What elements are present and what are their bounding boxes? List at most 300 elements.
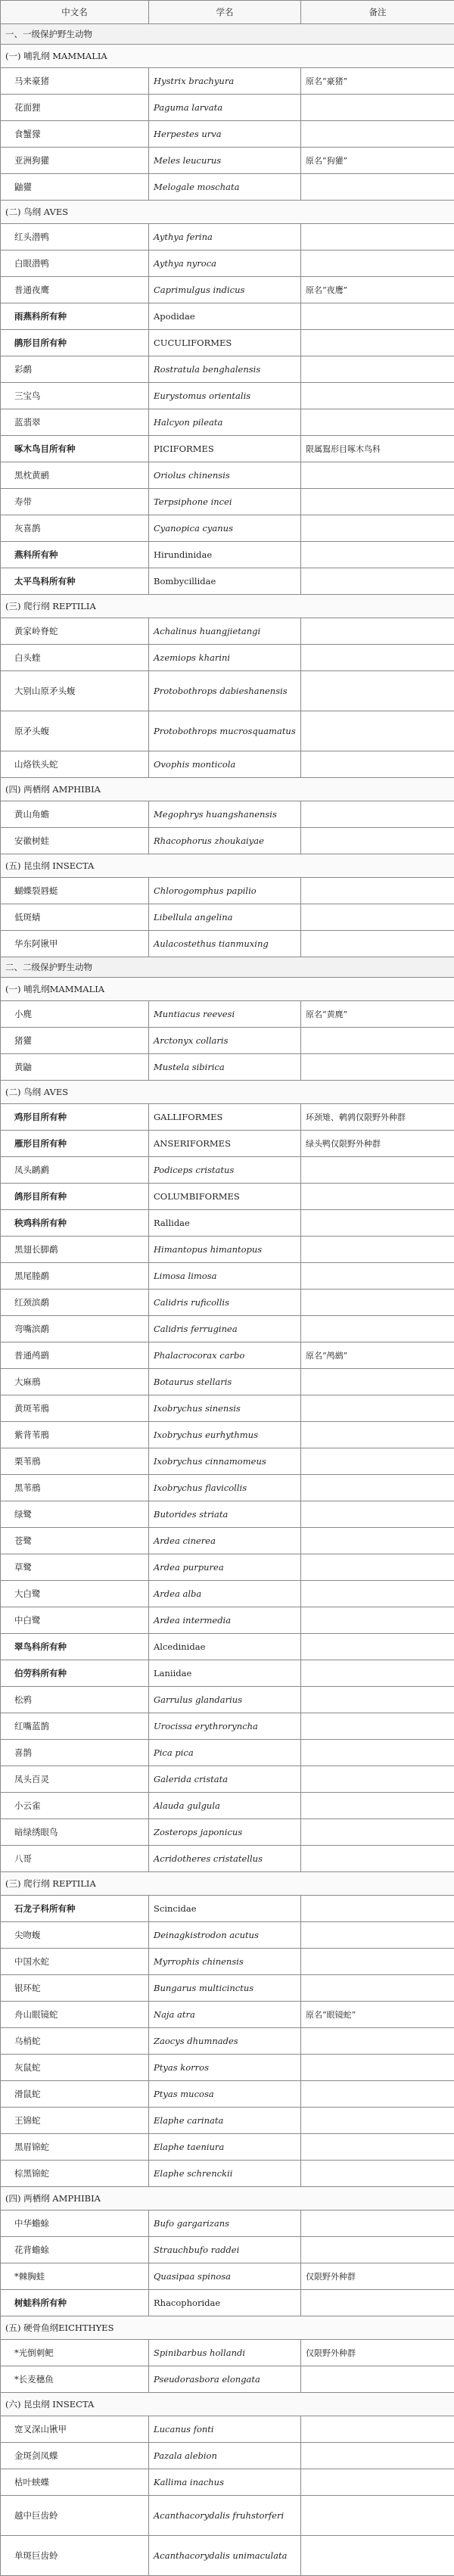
table-row (1, 1263, 454, 1290)
scientific-name-cell: Calidris ruficollis (149, 1290, 301, 1316)
table-row (1, 1922, 454, 1949)
table-row (1, 2161, 454, 2187)
note-cell (301, 801, 454, 828)
table-row (1, 1448, 454, 1475)
scientific-name-cell: Butorides striata (149, 1501, 301, 1528)
scientific-name-cell: Ptyas mucosa (149, 2081, 301, 2108)
chinese-name-cell: 黄鼬 (1, 1054, 149, 1081)
chinese-name-cell: 草鹭 (1, 1554, 149, 1581)
chinese-name-cell: 银环蛇 (1, 1975, 149, 2002)
note-cell (301, 303, 454, 330)
note-cell (301, 2055, 454, 2081)
table-row (1, 1687, 454, 1713)
table-row (1, 2210, 454, 2237)
scientific-name-cell: GALLIFORMES (149, 1104, 301, 1131)
note-cell (301, 904, 454, 931)
class-row (1, 1081, 454, 1104)
table-row (1, 1607, 454, 1634)
scientific-name-cell: Elaphe schrenckii (149, 2161, 301, 2187)
scientific-name-cell: Rhacophorus zhoukaiyae (149, 828, 301, 854)
note-cell (301, 2536, 454, 2576)
note-cell (301, 1607, 454, 1634)
chinese-name-cell: 小云雀 (1, 1793, 149, 1819)
note-cell (301, 878, 454, 904)
scientific-name-cell: Ardea alba (149, 1581, 301, 1607)
chinese-name-cell: 栗苇鳽 (1, 1448, 149, 1475)
scientific-name-cell: Libellula angelina (149, 904, 301, 931)
chinese-name-cell: 蝴蝶裂唇蜓 (1, 878, 149, 904)
chinese-name-cell: 大别山原矛头蝮 (1, 671, 149, 711)
class-title: (二) 鸟纲 AVES (1, 1081, 454, 1104)
scientific-name-cell: Garrulus glandarius (149, 1687, 301, 1713)
table-row (1, 1793, 454, 1819)
note-cell (301, 618, 454, 645)
table-row (1, 383, 454, 409)
class-title: (一) 哺乳纲 MAMMALIA (1, 45, 454, 68)
scientific-name-cell: Urocissa erythroryncha (149, 1713, 301, 1740)
note-cell (301, 2469, 454, 2496)
table-row (1, 303, 454, 330)
table-row (1, 1290, 454, 1316)
chinese-name-cell: 石龙子科所有种 (1, 1896, 149, 1922)
scientific-name-cell: Zaocys dhumnades (149, 2028, 301, 2055)
table-row (1, 2290, 454, 2316)
table-row (1, 2002, 454, 2028)
scientific-name-cell: Ardea intermedia (149, 1607, 301, 1634)
class-title: (五) 昆虫纲 INSECTA (1, 854, 454, 878)
table-row (1, 568, 454, 595)
scientific-name-cell: Bufo gargarizans (149, 2210, 301, 2237)
table-row (1, 356, 454, 383)
note-cell (301, 2108, 454, 2134)
table-row (1, 2263, 454, 2290)
note-cell (301, 2161, 454, 2187)
note-cell (301, 568, 454, 595)
note-cell (301, 174, 454, 201)
table-row (1, 409, 454, 436)
note-cell (301, 462, 454, 489)
chinese-name-cell: 太平鸟科所有种 (1, 568, 149, 595)
table-row (1, 931, 454, 957)
table-row (1, 250, 454, 277)
scientific-name-cell: Alauda gulgula (149, 1793, 301, 1819)
note-cell (301, 931, 454, 957)
note-cell (301, 1793, 454, 1819)
chinese-name-cell: 灰喜鹊 (1, 515, 149, 542)
class-row (1, 778, 454, 801)
note-cell (301, 2210, 454, 2237)
scientific-name-cell: Ardea cinerea (149, 1528, 301, 1554)
note-cell (301, 711, 454, 751)
note-cell (301, 356, 454, 383)
chinese-name-cell: 黑尾塍鹬 (1, 1263, 149, 1290)
scientific-name-cell: PICIFORMES (149, 436, 301, 462)
scientific-name-cell: Pazala alebion (149, 2443, 301, 2469)
table-row (1, 1184, 454, 1210)
note-cell (301, 1028, 454, 1054)
note-cell (301, 1210, 454, 1237)
table-row (1, 1713, 454, 1740)
scientific-name-cell: Arctonyx collaris (149, 1028, 301, 1054)
table-row (1, 2536, 454, 2576)
scientific-name-cell: Meles leucurus (149, 148, 301, 174)
scientific-name-cell: Pica pica (149, 1740, 301, 1766)
table-row (1, 1131, 454, 1157)
class-row (1, 201, 454, 224)
chinese-name-cell: 八哥 (1, 1846, 149, 1872)
table-row (1, 1316, 454, 1342)
scientific-name-cell: Apodidae (149, 303, 301, 330)
scientific-name-cell: Zosterops japonicus (149, 1819, 301, 1846)
table-row (1, 618, 454, 645)
table-row (1, 1660, 454, 1687)
note-cell: 仅限野外种群 (301, 2340, 454, 2366)
class-title: (六) 昆虫纲 INSECTA (1, 2393, 454, 2416)
note-cell (301, 1819, 454, 1846)
chinese-name-cell: 鼬獾 (1, 174, 149, 201)
note-cell (301, 542, 454, 568)
scientific-name-cell: Hystrix brachyura (149, 68, 301, 95)
chinese-name-cell: 秧鸡科所有种 (1, 1210, 149, 1237)
scientific-name-cell: Acanthacorydalis fruhstorferi (149, 2496, 301, 2536)
chinese-name-cell: 鹃形目所有种 (1, 330, 149, 356)
scientific-name-cell: Terpsiphone incei (149, 489, 301, 515)
chinese-name-cell: 红颈滨鹬 (1, 1290, 149, 1316)
scientific-name-cell: Acanthacorydalis unimaculata (149, 2536, 301, 2576)
chinese-name-cell: 鸽形目所有种 (1, 1184, 149, 1210)
class-title: (四) 两栖纲 AMPHIBIA (1, 778, 454, 801)
table-row (1, 1740, 454, 1766)
table-row (1, 1369, 454, 1395)
class-title: (五) 硬骨鱼纲EICHTHYES (1, 2316, 454, 2340)
note-cell (301, 2416, 454, 2443)
note-cell: 原名“鸬鹚” (301, 1342, 454, 1369)
chinese-name-cell: 尖吻蝮 (1, 1922, 149, 1949)
table-row (1, 1896, 454, 1922)
chinese-name-cell: 花面狸 (1, 95, 149, 121)
note-cell (301, 489, 454, 515)
scientific-name-cell: Herpestes urva (149, 121, 301, 148)
table-row (1, 2055, 454, 2081)
table-row (1, 1395, 454, 1422)
table-row (1, 1634, 454, 1660)
table-row (1, 1342, 454, 1369)
note-cell: 限属鴷形目啄木鸟科 (301, 436, 454, 462)
table-body (1, 24, 454, 2576)
note-cell (301, 1922, 454, 1949)
scientific-name-cell: Paguma larvata (149, 95, 301, 121)
table-row (1, 1819, 454, 1846)
scientific-name-cell: Podiceps cristatus (149, 1157, 301, 1184)
scientific-name-cell: Chlorogomphus papilio (149, 878, 301, 904)
chinese-name-cell: 单斑巨齿蛉 (1, 2536, 149, 2576)
table-row (1, 542, 454, 568)
table-row (1, 1528, 454, 1554)
table-row (1, 645, 454, 671)
table-row (1, 1104, 454, 1131)
chinese-name-cell: 小麂 (1, 1001, 149, 1028)
scientific-name-cell: Calidris ferruginea (149, 1316, 301, 1342)
scientific-name-cell: COLUMBIFORMES (149, 1184, 301, 1210)
chinese-name-cell: 弯嘴滨鹬 (1, 1316, 149, 1342)
chinese-name-cell: *棘胸蛙 (1, 2263, 149, 2290)
chinese-name-cell: 黑翅长脚鹬 (1, 1237, 149, 1263)
chinese-name-cell: 山烙铁头蛇 (1, 751, 149, 778)
scientific-name-cell: Cyanopica cyanus (149, 515, 301, 542)
chinese-name-cell: 低斑蜻 (1, 904, 149, 931)
note-cell (301, 1448, 454, 1475)
note-cell (301, 383, 454, 409)
note-cell (301, 751, 454, 778)
note-cell (301, 1316, 454, 1342)
scientific-name-cell: Protobothrops dabieshanensis (149, 671, 301, 711)
table-row (1, 1422, 454, 1448)
scientific-name-cell: Megophrys huangshanensis (149, 801, 301, 828)
scientific-name-cell: Limosa limosa (149, 1263, 301, 1290)
scientific-name-cell: Rallidae (149, 1210, 301, 1237)
scientific-name-cell: CUCULIFORMES (149, 330, 301, 356)
note-cell (301, 1740, 454, 1766)
chinese-name-cell: 食蟹獴 (1, 121, 149, 148)
note-cell (301, 2290, 454, 2316)
table-row (1, 671, 454, 711)
table-row (1, 224, 454, 250)
table-row (1, 462, 454, 489)
note-cell: 仅限野外种群 (301, 2263, 454, 2290)
class-title: (二) 鸟纲 AVES (1, 201, 454, 224)
note-cell (301, 2237, 454, 2263)
scientific-name-cell: Phalacrocorax carbo (149, 1342, 301, 1369)
chinese-name-cell: 大麻鳽 (1, 1369, 149, 1395)
chinese-name-cell: 白头蝰 (1, 645, 149, 671)
table-row (1, 1028, 454, 1054)
table-row (1, 711, 454, 751)
chinese-name-cell: 紫背苇鳽 (1, 1422, 149, 1448)
chinese-name-cell: 燕科所有种 (1, 542, 149, 568)
scientific-name-cell: Halcyon pileata (149, 409, 301, 436)
chinese-name-cell: 中国水蛇 (1, 1949, 149, 1975)
table-row (1, 751, 454, 778)
note-cell (301, 1184, 454, 1210)
scientific-name-cell: Myrrophis chinensis (149, 1949, 301, 1975)
section-row (1, 957, 454, 978)
note-cell (301, 330, 454, 356)
note-cell (301, 2366, 454, 2393)
chinese-name-cell: 滑鼠蛇 (1, 2081, 149, 2108)
header-chinese-name: 中文名 (1, 1, 149, 24)
note-cell (301, 1713, 454, 1740)
note-cell (301, 409, 454, 436)
class-title: (三) 爬行纲 REPTILIA (1, 595, 454, 618)
chinese-name-cell: 黑眉锦蛇 (1, 2134, 149, 2161)
scientific-name-cell: Ixobrychus eurhythmus (149, 1422, 301, 1448)
note-cell (301, 645, 454, 671)
scientific-name-cell: Elaphe carinata (149, 2108, 301, 2134)
scientific-name-cell: Bombycillidae (149, 568, 301, 595)
table-row (1, 121, 454, 148)
note-cell (301, 121, 454, 148)
chinese-name-cell: 喜鹊 (1, 1740, 149, 1766)
note-cell (301, 1687, 454, 1713)
note-cell (301, 1369, 454, 1395)
chinese-name-cell: 凤头䴙䴘 (1, 1157, 149, 1184)
class-title: (三) 爬行纲 REPTILIA (1, 1872, 454, 1896)
chinese-name-cell: 红嘴蓝鹊 (1, 1713, 149, 1740)
table-row (1, 1237, 454, 1263)
scientific-name-cell: Aythya nyroca (149, 250, 301, 277)
table-row (1, 2469, 454, 2496)
table-row (1, 489, 454, 515)
table-row (1, 174, 454, 201)
class-row (1, 595, 454, 618)
note-cell: 环颈雉、鹌鹑仅限野外种群 (301, 1104, 454, 1131)
note-cell (301, 515, 454, 542)
chinese-name-cell: 鸡形目所有种 (1, 1104, 149, 1131)
scientific-name-cell: Laniidae (149, 1660, 301, 1687)
chinese-name-cell: 安徽树蛙 (1, 828, 149, 854)
note-cell (301, 1475, 454, 1501)
note-cell (301, 2134, 454, 2161)
scientific-name-cell: Ixobrychus flavicollis (149, 1475, 301, 1501)
chinese-name-cell: 灰鼠蛇 (1, 2055, 149, 2081)
chinese-name-cell: 舟山眼镜蛇 (1, 2002, 149, 2028)
table-row (1, 801, 454, 828)
chinese-name-cell: 黑枕黄鹂 (1, 462, 149, 489)
scientific-name-cell: Naja atra (149, 2002, 301, 2028)
table-row (1, 1975, 454, 2002)
section-row (1, 24, 454, 45)
chinese-name-cell: 花背蟾蜍 (1, 2237, 149, 2263)
table-row (1, 1054, 454, 1081)
chinese-name-cell: 原矛头蝮 (1, 711, 149, 751)
scientific-name-cell: Protobothrops mucrosquamatus (149, 711, 301, 751)
table-header-row (1, 1, 454, 24)
note-cell (301, 1395, 454, 1422)
chinese-name-cell: 越中巨齿蛉 (1, 2496, 149, 2536)
chinese-name-cell: *光倒刺鲃 (1, 2340, 149, 2366)
chinese-name-cell: 雨燕科所有种 (1, 303, 149, 330)
table-row (1, 2028, 454, 2055)
table-row (1, 1001, 454, 1028)
chinese-name-cell: 啄木鸟目所有种 (1, 436, 149, 462)
note-cell (301, 95, 454, 121)
note-cell: 原名“狗獾” (301, 148, 454, 174)
chinese-name-cell: 金斑剑凤蝶 (1, 2443, 149, 2469)
class-row (1, 2187, 454, 2210)
scientific-name-cell: Rostratula benghalensis (149, 356, 301, 383)
note-cell: 原名“黄麂” (301, 1001, 454, 1028)
note-cell (301, 1501, 454, 1528)
note-cell (301, 2081, 454, 2108)
chinese-name-cell: 树蛙科所有种 (1, 2290, 149, 2316)
table-row (1, 2340, 454, 2366)
table-row (1, 1554, 454, 1581)
chinese-name-cell: 枯叶蛱蝶 (1, 2469, 149, 2496)
scientific-name-cell: Lucanus fonti (149, 2416, 301, 2443)
scientific-name-cell: Azemiops kharini (149, 645, 301, 671)
chinese-name-cell: 凤头百灵 (1, 1766, 149, 1793)
chinese-name-cell: 暗绿绣眼鸟 (1, 1819, 149, 1846)
chinese-name-cell: 马来豪猪 (1, 68, 149, 95)
table-row (1, 148, 454, 174)
scientific-name-cell: Quasipaa spinosa (149, 2263, 301, 2290)
scientific-name-cell: Achalinus huangjietangi (149, 618, 301, 645)
scientific-name-cell: Elaphe taeniura (149, 2134, 301, 2161)
table-row (1, 1766, 454, 1793)
chinese-name-cell: 松鸦 (1, 1687, 149, 1713)
note-cell: 绿头鸭仅限野外种群 (301, 1131, 454, 1157)
note-cell (301, 2028, 454, 2055)
note-cell (301, 2443, 454, 2469)
chinese-name-cell: 翠鸟科所有种 (1, 1634, 149, 1660)
scientific-name-cell: Strauchbufo raddei (149, 2237, 301, 2263)
table-row (1, 515, 454, 542)
chinese-name-cell: 王锦蛇 (1, 2108, 149, 2134)
note-cell (301, 671, 454, 711)
header-scientific-name: 学名 (149, 1, 301, 24)
class-row (1, 2316, 454, 2340)
chinese-name-cell: 乌梢蛇 (1, 2028, 149, 2055)
section-title: 一、一级保护野生动物 (1, 24, 454, 45)
chinese-name-cell: 伯劳科所有种 (1, 1660, 149, 1687)
chinese-name-cell: 寿带 (1, 489, 149, 515)
table-row (1, 2416, 454, 2443)
chinese-name-cell: 猪獾 (1, 1028, 149, 1054)
note-cell (301, 2496, 454, 2536)
table-row (1, 1157, 454, 1184)
table-row (1, 2496, 454, 2536)
header-note: 备注 (301, 1, 454, 24)
scientific-name-cell: Pseudorasbora elongata (149, 2366, 301, 2393)
note-cell: 原名“夜鹰” (301, 277, 454, 303)
chinese-name-cell: 大白鹭 (1, 1581, 149, 1607)
chinese-name-cell: 蓝翡翠 (1, 409, 149, 436)
table-row (1, 1475, 454, 1501)
chinese-name-cell: 绿鹭 (1, 1501, 149, 1528)
table-row (1, 277, 454, 303)
chinese-name-cell: 中白鹭 (1, 1607, 149, 1634)
scientific-name-cell: Spinibarbus hollandi (149, 2340, 301, 2366)
note-cell (301, 1263, 454, 1290)
section-title: 二、二级保护野生动物 (1, 957, 454, 978)
chinese-name-cell: 彩鹬 (1, 356, 149, 383)
chinese-name-cell: 红头潜鸭 (1, 224, 149, 250)
note-cell (301, 1581, 454, 1607)
chinese-name-cell: 雁形目所有种 (1, 1131, 149, 1157)
scientific-name-cell: Oriolus chinensis (149, 462, 301, 489)
chinese-name-cell: 宽叉深山锹甲 (1, 2416, 149, 2443)
scientific-name-cell: Acridotheres cristatellus (149, 1846, 301, 1872)
chinese-name-cell: 华东阿锹甲 (1, 931, 149, 957)
chinese-name-cell: 三宝鸟 (1, 383, 149, 409)
scientific-name-cell: Aulacostethus tianmuxing (149, 931, 301, 957)
scientific-name-cell: Mustela sibirica (149, 1054, 301, 1081)
chinese-name-cell: 黑苇鳽 (1, 1475, 149, 1501)
scientific-name-cell: Deinagkistrodon acutus (149, 1922, 301, 1949)
note-cell (301, 1422, 454, 1448)
scientific-name-cell: Ardea purpurea (149, 1554, 301, 1581)
table-row (1, 878, 454, 904)
chinese-name-cell: 黄山角蟾 (1, 801, 149, 828)
note-cell (301, 1237, 454, 1263)
note-cell (301, 1846, 454, 1872)
chinese-name-cell: *长麦穗鱼 (1, 2366, 149, 2393)
scientific-name-cell: Kallima inachus (149, 2469, 301, 2496)
scientific-name-cell: Bungarus multicinctus (149, 1975, 301, 2002)
table-row (1, 1210, 454, 1237)
scientific-name-cell: Aythya ferina (149, 224, 301, 250)
note-cell (301, 1554, 454, 1581)
